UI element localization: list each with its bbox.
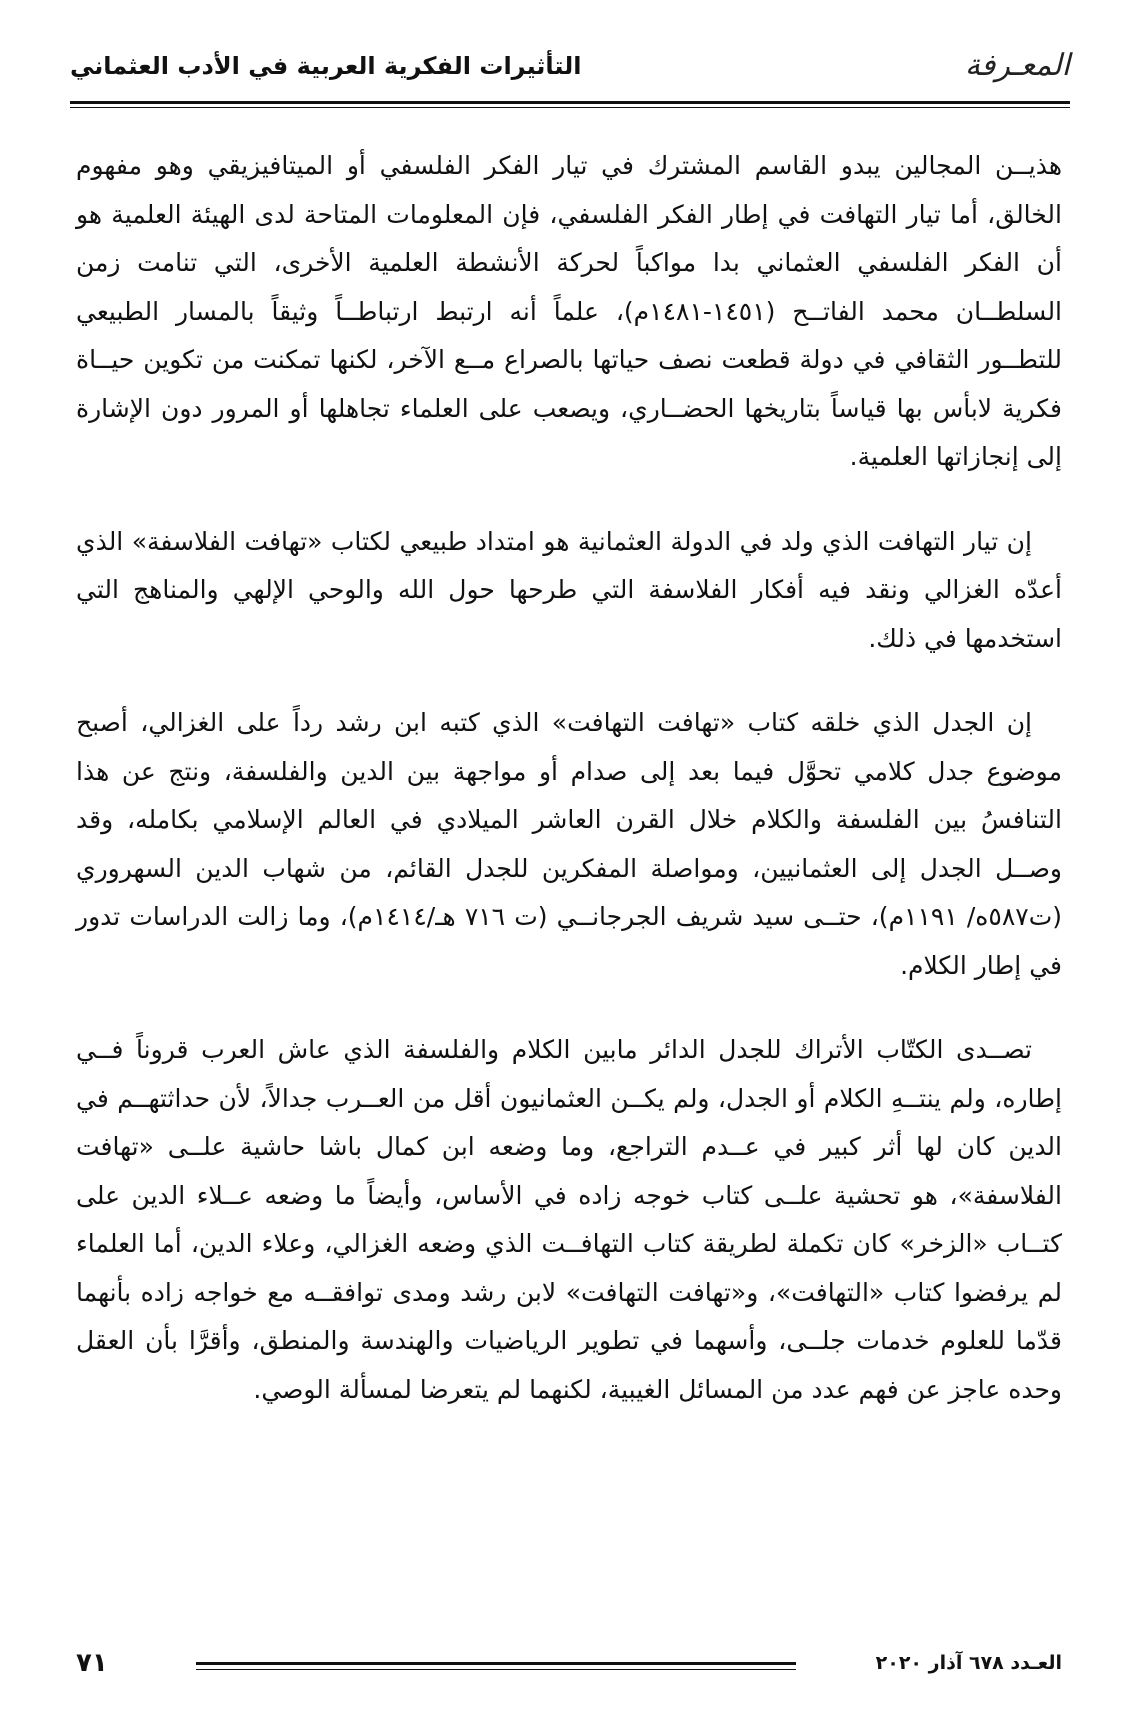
issue-info: العـدد ٦٧٨ آذار ٢٠٢٠	[875, 1652, 1062, 1674]
paragraph-4: تصــدى الكتّاب الأتراك للجدل الدائر مابين الكلام والفلسفة الذي عاش العرب قروناً فــي إطاره، ولم ينتــهِ الكلام أو الجدل، ولم يكــن العثمانيون أقل من العــرب جدالاً، لأن حداثتهــم في الدين كان لها أثر كبير في عــدم التراجع، وما وضعه ابن كمال باشا حاشية علــى «تهافت الفلاسفة»، هو تحشية علــى كتاب خوجه زاده في الأساس، وأيضاً ما وضعه عــلاء الدين على كتــاب «الزخر» كان تكملة لطريقة كتاب التهافــت الذي وضعه الغزالي، وعلاء الدين، أما العلماء لم يرفضوا كتاب «التهافت»، و«تهافت التهافت» لابن رشد ومدى توافقــه مع خواجه زاده بأنهما قدّما للعلوم خدمات جلــى، وأسهما في تطوير الرياضيات والهندسة والمنطق، وأقرَّا بأن العقل وحده عاجز عن فهم عدد من المسائل الغيبية، لكنهما لم يتعرضا لمسألة الوصي.	[76, 1035, 1062, 1404]
header-rule	[70, 101, 1070, 104]
article-body	[76, 142, 1062, 1450]
header-rule-thin	[70, 107, 1070, 108]
journal-logo: المعـرفة	[964, 48, 1070, 83]
footer-rule-thin	[196, 1669, 796, 1670]
paragraph-2: إن تيار التهافت الذي ولد في الدولة العثمانية هو امتداد طبيعي لكتاب «تهافت الفلاسفة» الذي أعدّه الغزالي ونقد فيه أفكار الفلاسفة التي طرحها حول الله والوحي الإلهي والمناهج التي استخدمها في ذلك.	[76, 526, 1062, 653]
footer-rule	[196, 1662, 796, 1665]
running-title: التأثيرات الفكرية العربية في الأدب العثماني	[70, 52, 582, 80]
page-footer	[76, 1648, 1062, 1688]
paragraph-3: إن الجدل الذي خلقه كتاب «تهافت التهافت» الذي كتبه ابن رشد رداً على الغزالي، أصبح موضوع جدل كلامي تحوَّل فيما بعد إلى صدام أو مواجهة بين الدين والفلسفة، ونتج عن هذا التنافسُ بين الفلسفة والكلام خلال القرن العاشر الميلادي في العالم الإسلامي بكامله، وقد وصــل الجدل إلى العثمانيين، ومواصلة المفكرين للجدل القائم، من شهاب الدين السهروري (ت٥٨٧ه/ ١١٩١م)، حتــى سيد شريف الجرجانــي (ت ٧١٦ هـ/١٤١٤م)، وما زالت الدراسات تدور في إطار الكلام.	[76, 708, 1062, 980]
paragraph-1: هذيــن المجالين يبدو القاسم المشترك في تيار الفكر الفلسفي أو الميتافيزيقي وهو مفهوم الخالق، أما تيار التهافت في إطار الفكر الفلسفي، فإن المعلومات المتاحة لدى الهيئة العلمية هو أن الفكر الفلسفي العثماني بدا مواكباً لحركة الأنشطة العلمية الأخرى، التي تنامت زمن السلطــان محمد الفاتــح (١٤٥١-١٤٨١م)، علماً أنه ارتبط ارتباطــاً وثيقاً بالمسار الطبيعي للتطــور الثقافي في دولة قطعت نصف حياتها بالصراع مــع الآخر، لكنها تمكنت من تكوين حيــاة فكرية لابأس بها قياساً بتاريخها الحضــاري، ويصعب على العلماء تجاهلها أو المرور دون الإشارة إلى إنجازاتها العلمية.	[76, 151, 1063, 471]
page-number: ٧١	[76, 1648, 108, 1678]
page-header	[70, 44, 1070, 104]
